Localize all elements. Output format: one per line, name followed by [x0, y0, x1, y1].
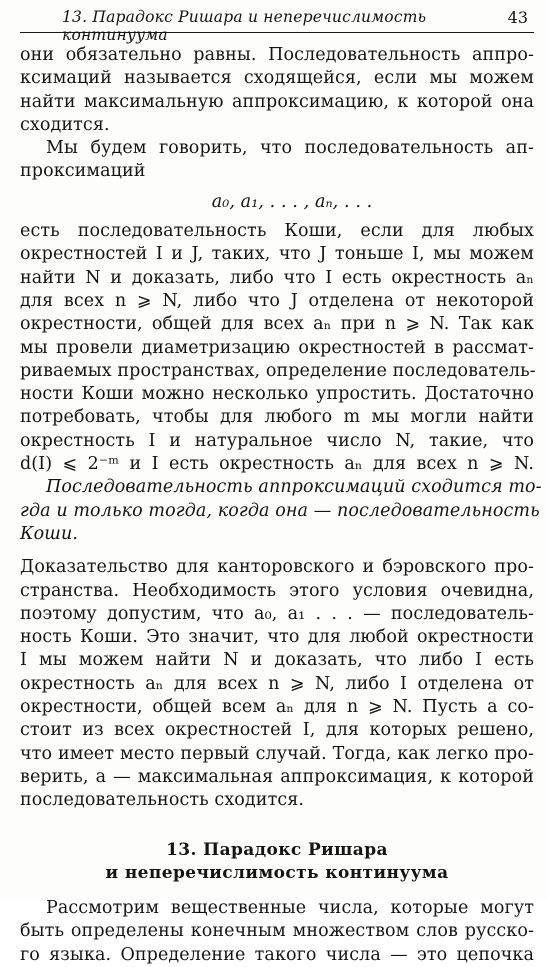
proof-line: I мы можем найти N и доказать, что либо I есть	[20, 650, 534, 671]
proof-line: Доказательство для канторовского и бэровского про-	[20, 557, 534, 578]
paragraph3-line: мы провели диаметризацию окрестностей в рассмат-	[20, 337, 534, 358]
paragraph3-line: найти N и доказать, либо что I есть окрестность aₙ	[20, 267, 534, 288]
paragraph4-line: го языка. Определение такого числа — это цепочка	[20, 944, 534, 965]
paragraph3-line: окрестности, общей для всех aₙ при n ⩾ N. Так как	[20, 314, 534, 335]
theorem-line: Последовательность аппроксимаций сходится то-	[46, 477, 542, 498]
proof-line: ность Коши. Это значит, что для любой окрестности	[20, 627, 534, 648]
proof-line: поэтому допустим, что a₀, a₁ . . . — последователь-	[20, 603, 534, 624]
proof-line: верить, a — максимальная аппроксимация, к которой	[20, 766, 534, 787]
running-head	[20, 4, 534, 44]
paragraph4-line: быть определены конечным множеством слов русско-	[20, 921, 534, 942]
paragraph3-line: ности Коши можно несколько упростить. Достаточно	[20, 384, 534, 405]
section-heading: и неперечислимость континуума	[105, 862, 449, 883]
paragraph1-line: найти максимальную аппроксимацию, к которой она	[20, 91, 534, 112]
running-title: 13. Парадокс Ришара и неперечислимость континуума	[62, 8, 427, 44]
paragraph3-line: риваемых пространствах, определение последователь-	[20, 360, 536, 381]
proof-line: последовательность сходится.	[20, 790, 305, 811]
page-number: 43	[507, 8, 528, 27]
theorem-line: гда и только тогда, когда она — последовательность	[20, 500, 540, 521]
paragraph1-line: они обязательно равны. Последовательность аппро-	[20, 45, 534, 65]
paragraph1-line: сходится.	[20, 114, 110, 135]
spacer	[20, 813, 534, 839]
paragraph3-line: потребовать, чтобы для любого m мы могли найти	[20, 407, 534, 428]
proof-line: что имеет место первый случай. Тогда, как легко про-	[20, 743, 534, 764]
theorem-line: Коши.	[20, 523, 78, 544]
paragraph3-line: окрестностей I и J, таких, что J тоньше I, мы можем	[20, 244, 534, 265]
section-heading: 13. Парадокс Ришара	[166, 839, 388, 860]
proof-line: стоит из всех окрестностей I, для которых решено,	[20, 720, 534, 741]
proof-line: окрестность aₙ для всех n ⩾ N, либо I отделена от	[20, 673, 534, 694]
proof-line: окрестности, общей всем aₙ для n ⩾ N. Пусть a со-	[20, 697, 534, 718]
paragraph3-line: d(I) ⩽ 2⁻ᵐ и I есть окрестность aₙ для всех n ⩾ N.	[20, 454, 534, 475]
paragraph2-line: Мы будем говорить, что последовательность ап-	[46, 138, 534, 159]
spacer	[20, 546, 534, 556]
body-text	[20, 44, 542, 967]
paragraph3-line: для всех n ⩾ N, либо что J отделена от некоторой	[20, 290, 534, 311]
paragraph3-line: окрестность I и натуральное число N, такие, что	[20, 430, 534, 451]
paragraph2-line: проксимаций	[20, 161, 146, 182]
paragraph4-line: Рассмотрим вещественные числа, которые могут	[46, 898, 534, 919]
paragraph3-line: есть последовательность Коши, если для любых	[20, 221, 534, 242]
proof-line: странства. Необходимость этого условия очевидна,	[20, 580, 534, 601]
spacer	[20, 885, 534, 897]
sequence-formula: a₀, a₁, . . . , aₙ, . . .	[211, 191, 373, 212]
paragraph1-line: ксимаций называется сходящейся, если мы можем	[20, 68, 534, 89]
